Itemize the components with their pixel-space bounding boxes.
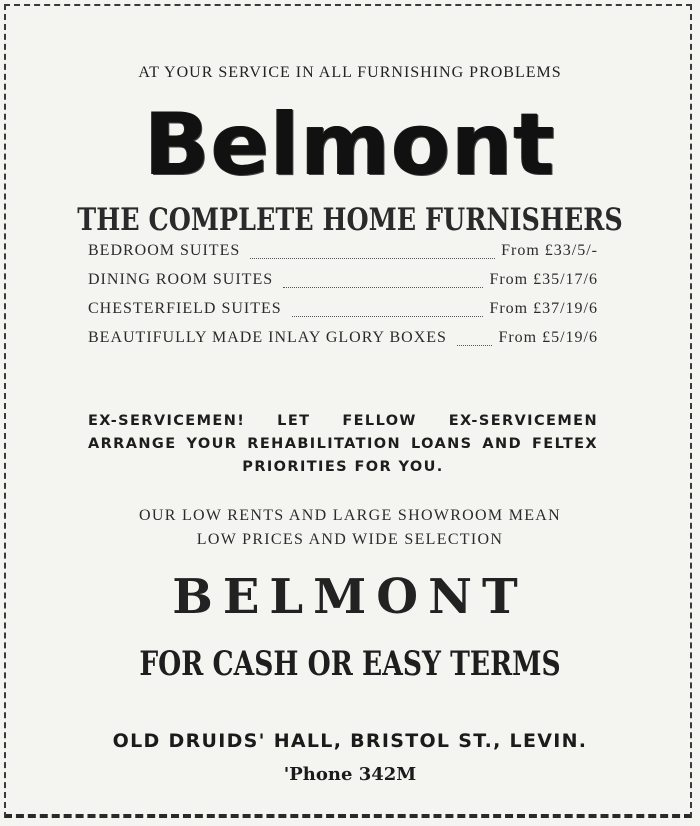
price-value: From £37/19/6 bbox=[489, 300, 598, 317]
tagline: AT YOUR SERVICE IN ALL FURNISHING PROBLEMS bbox=[138, 64, 562, 81]
price-row bbox=[88, 323, 598, 352]
phone-number: 'Phone 342M bbox=[283, 764, 417, 785]
price-item: CHESTERFIELD SUITES bbox=[88, 300, 282, 317]
servicemen-notice: EX-SERVICEMEN! LET FELLOW EX-SERVICEMEN ARRANGE YOUR REHABILITATION LOANS AND FELTEX PRIORITIES FOR YOU. bbox=[88, 413, 598, 475]
price-row bbox=[88, 236, 598, 265]
dot-leader bbox=[457, 344, 493, 346]
low-rents-line: LOW PRICES AND WIDE SELECTION bbox=[196, 531, 504, 548]
price-item: DINING ROOM SUITES bbox=[88, 271, 274, 288]
dot-leader bbox=[250, 257, 495, 259]
price-value: From £5/19/6 bbox=[498, 329, 598, 346]
price-item: BEDROOM SUITES bbox=[88, 242, 241, 259]
address: OLD DRUIDS' HALL, BRISTOL ST., LEVIN. bbox=[112, 730, 588, 752]
price-value: From £33/5/- bbox=[501, 242, 598, 259]
brand-caps: BELMONT bbox=[172, 569, 528, 625]
low-rents-line: OUR LOW RENTS AND LARGE SHOWROOM MEAN bbox=[138, 507, 562, 524]
dot-leader bbox=[283, 286, 483, 288]
low-rents-text bbox=[0, 504, 700, 552]
terms-heading: FOR CASH OR EASY TERMS bbox=[139, 644, 561, 684]
subtitle: THE COMPLETE HOME FURNISHERS bbox=[77, 202, 623, 238]
price-row bbox=[88, 265, 598, 294]
price-list bbox=[88, 236, 598, 352]
brand-logo: Belmont bbox=[144, 95, 556, 195]
dot-leader bbox=[292, 315, 484, 317]
price-value: From £35/17/6 bbox=[489, 271, 598, 288]
price-row bbox=[88, 294, 598, 323]
price-item: BEAUTIFULLY MADE INLAY GLORY BOXES bbox=[88, 329, 447, 346]
